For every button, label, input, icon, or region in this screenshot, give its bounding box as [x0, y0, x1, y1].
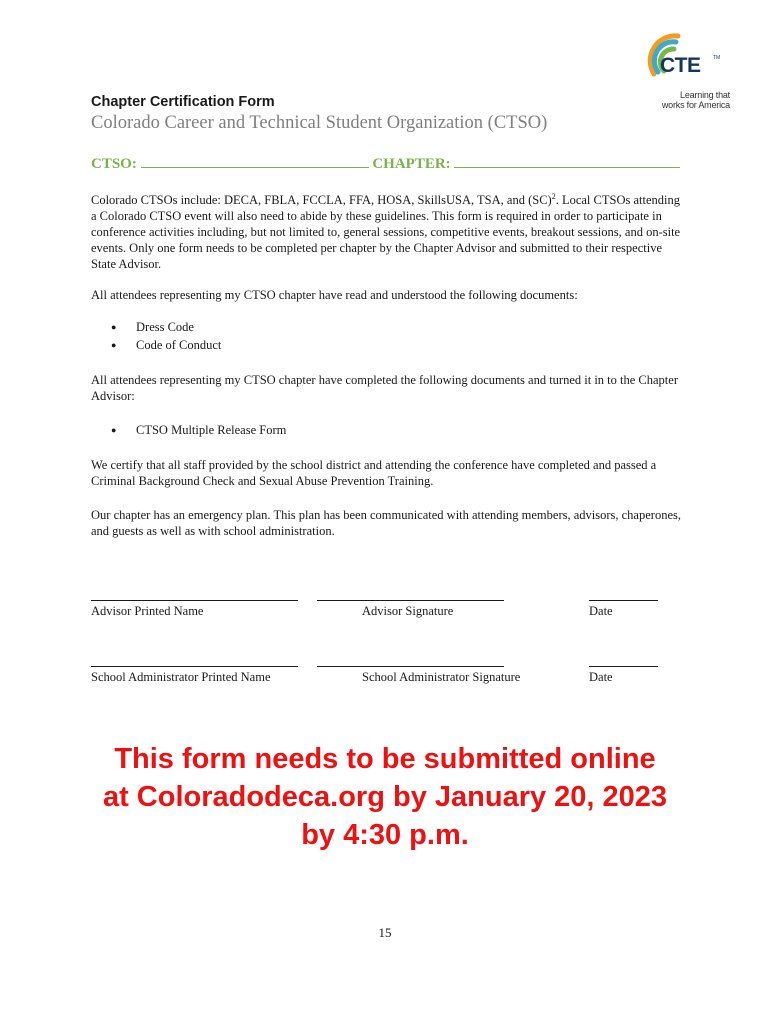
completed-docs-intro: All attendees representing my CTSO chapter have completed the following documents and turned it in to the Chapter Advisor: [91, 373, 678, 403]
intro-superscript: 2 [551, 192, 556, 201]
advisor-date-label: Date [589, 604, 613, 618]
list-item: ● Dress Code [91, 318, 221, 336]
advisor-date-line[interactable] [589, 600, 658, 601]
form-subtitle: Colorado Career and Technical Student Organization (CTSO) [91, 113, 548, 133]
page-number: 15 [378, 925, 392, 940]
ctso-label: CTSO: [91, 156, 137, 172]
read-docs-list [91, 318, 221, 354]
admin-date-line[interactable] [589, 666, 658, 667]
notice-line3: by 4:30 p.m. [301, 819, 469, 851]
advisor-signature-line[interactable] [317, 600, 504, 601]
chapter-label: CHAPTER: [372, 156, 451, 172]
logo-trademark: TM [713, 55, 721, 61]
emergency-paragraph: Our chapter has an emergency plan. This plan has been communicated with attending members, advisors, chaperones, and guests as well as with school administration. [91, 508, 681, 538]
completed-docs-list [91, 421, 286, 439]
notice-line1: This form needs to be submitted online [114, 743, 656, 775]
chapter-input[interactable] [454, 153, 680, 168]
list-item: ● Code of Conduct [91, 336, 221, 354]
intro-text-part2: . Local CTSOs attending a Colorado CTSO event will also need to abide by these guidelines. This form is required in order to participate in conference activities including, but not limited to, general sessions, competitive events, breakout sessions, and on-site events. Only one form needs to be completed per chapter by the Chapter Advisor and submitted to their respective State Advisor. [91, 193, 681, 272]
admin-name-label: School Administrator Printed Name [91, 670, 271, 684]
ctso-chapter-fields [91, 153, 680, 173]
certify-paragraph: We certify that all staff provided by the school district and attending the conference have completed and passed a Criminal Background Check and Sexual Abuse Prevention Training. [91, 458, 657, 488]
submission-notice [60, 740, 710, 854]
advisor-signature-label: Advisor Signature [362, 604, 454, 618]
notice-line2: at Coloradodeca.org by January 20, 2023 [102, 781, 668, 813]
intro-text-part1: Colorado CTSOs include: DECA, FBLA, FCCLA, FFA, HOSA, SkillsUSA, TSA, and (SC) [91, 193, 552, 208]
advisor-name-label: Advisor Printed Name [91, 604, 204, 618]
admin-name-line[interactable] [91, 666, 298, 667]
logo-brand: CTE [660, 54, 701, 77]
intro-paragraph [91, 189, 681, 272]
read-docs-intro: All attendees representing my CTSO chapter have read and understood the following documents: [91, 288, 578, 302]
tagline-line1: Learning that [680, 90, 730, 100]
form-title: Chapter Certification Form [91, 94, 275, 110]
admin-date-label: Date [589, 670, 613, 684]
tagline-line2: works for America [661, 100, 730, 110]
admin-signature-line[interactable] [317, 666, 504, 667]
list-item: ● CTSO Multiple Release Form [91, 421, 286, 439]
admin-signature-label: School Administrator Signature [362, 670, 521, 684]
ctso-input[interactable] [141, 153, 369, 168]
advisor-name-line[interactable] [91, 600, 298, 601]
logo-tagline [650, 90, 730, 110]
cte-logo [640, 28, 740, 113]
